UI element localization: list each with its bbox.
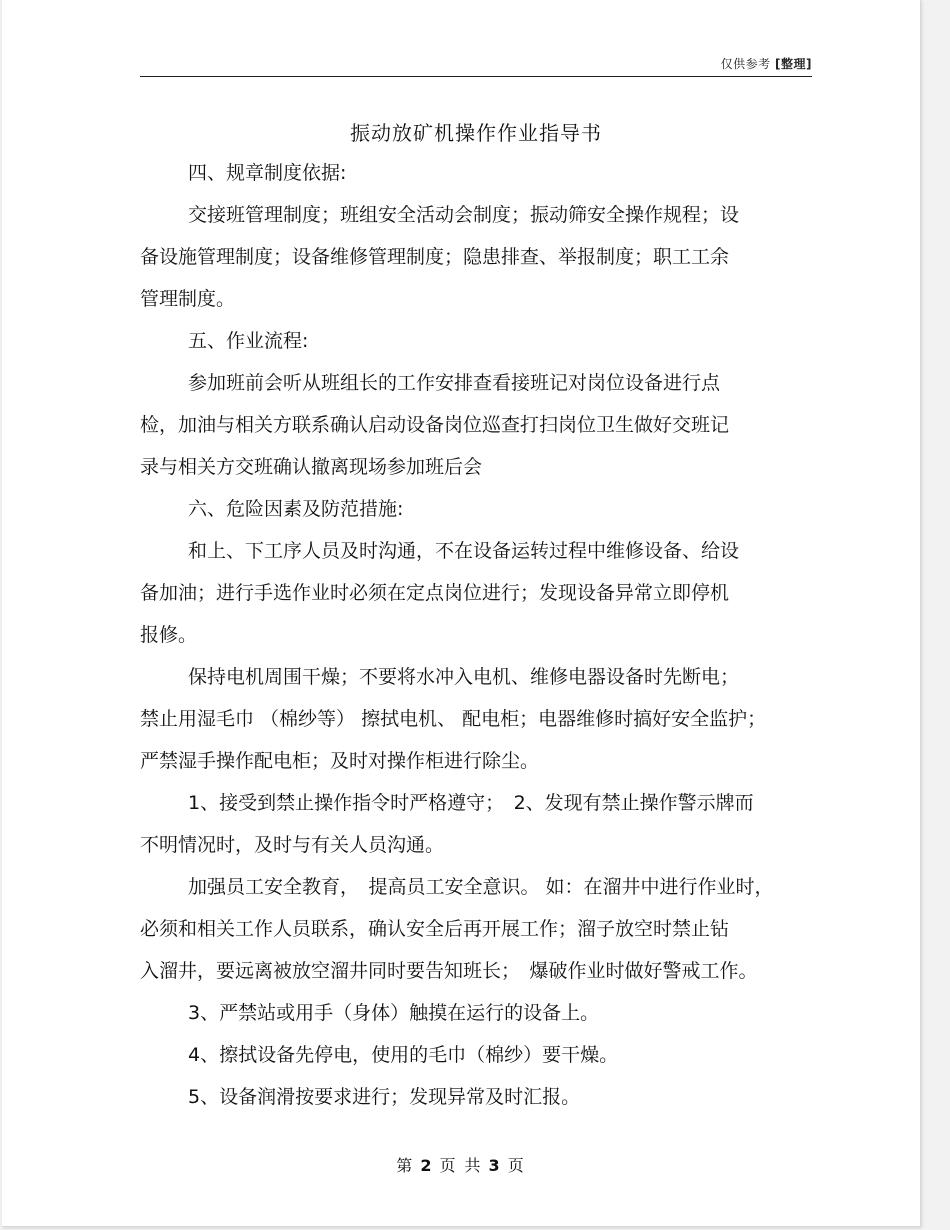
paragraph-line: 参加班前会听从班组长的工作安排查看接班记对岗位设备进行点 [188, 372, 721, 394]
document-body [140, 152, 812, 1118]
paragraph [140, 782, 812, 866]
paragraph [140, 992, 812, 1034]
paragraph [140, 488, 812, 530]
paragraph [140, 866, 812, 992]
paragraph-line: 必须和相关工作人员联系，确认安全后再开展工作；溜子放空时禁止钻 [140, 918, 730, 940]
paragraph-line: 四、规章制度依据: [188, 162, 347, 184]
paragraph [140, 320, 812, 362]
paragraph-line: 1、接受到禁止操作指令时严格遵守； 2、发现有禁止操作警示牌而 [188, 792, 754, 814]
paragraph-line: 入溜井，要远离被放空溜井同时要告知班长； 爆破作业时做好警戒工作。 [140, 960, 758, 982]
paragraph-line: 六、危险因素及防范措施: [188, 498, 404, 520]
footer-page-number: 2 [420, 1156, 434, 1175]
paragraph-line: 禁止用湿毛巾 （棉纱等） 擦拭电机、 配电柜；电器维修时搞好安全监护； [140, 708, 767, 730]
footer-mid: 页 共 [439, 1156, 483, 1175]
header-label [721, 55, 812, 72]
paragraph-line: 保持电机周围干燥；不要将水冲入电机、维修电器设备时先断电； [188, 666, 740, 688]
paragraph-line: 检，加油与相关方联系确认启动设备岗位巡查打扫岗位卫生做好交班记 [140, 414, 730, 436]
paragraph-line: 3、严禁站或用手（身体）触摸在运行的设备上。 [188, 1002, 600, 1024]
footer-prefix: 第 [396, 1156, 415, 1175]
page-footer [2, 1153, 920, 1176]
paragraph-line: 备加油；进行手选作业时必须在定点岗位进行；发现设备异常立即停机 [140, 582, 730, 604]
footer-total-pages: 3 [488, 1156, 502, 1175]
paragraph [140, 152, 812, 194]
paragraph-line: 严禁湿手操作配电柜；及时对操作柜进行除尘。 [140, 750, 540, 772]
paragraph [140, 1034, 812, 1076]
paragraph [140, 362, 812, 488]
document-page [2, 0, 921, 1227]
document-title: 振动放矿机操作作业指导书 [350, 121, 602, 145]
paragraph [140, 530, 812, 656]
paragraph [140, 1076, 812, 1118]
paragraph-line: 和上、下工序人员及时沟通，不在设备运转过程中维修设备、给设 [188, 540, 740, 562]
paragraph-line: 五、作业流程: [188, 330, 309, 352]
paragraph-line: 4、擦拭设备先停电，使用的毛巾（棉纱）要干燥。 [188, 1044, 619, 1066]
paragraph-line: 报修。 [140, 624, 198, 646]
paragraph-line: 管理制度。 [140, 288, 236, 310]
paragraph-line: 不明情况时，及时与有关人员沟通。 [140, 834, 445, 856]
paragraph-line: 备设施管理制度；设备维修管理制度；隐患排查、举报制度；职工工余 [140, 246, 730, 268]
footer-suffix: 页 [507, 1156, 526, 1175]
header-label-text: 仅供参考 [720, 57, 771, 71]
paragraph-line: 加强员工安全教育， 提高员工安全意识。 如：在溜井中进行作业时， [188, 876, 774, 898]
header-divider [140, 76, 812, 77]
paragraph [140, 656, 812, 782]
paragraph-line: 交接班管理制度；班组安全活动会制度；振动筛安全操作规程；设 [188, 204, 740, 226]
header-tag: [整理] [775, 57, 812, 71]
paragraph-line: 5、设备润滑按要求进行；发现异常及时汇报。 [188, 1086, 581, 1108]
paragraph-line: 录与相关方交班确认撤离现场参加班后会 [140, 456, 483, 478]
paragraph [140, 194, 812, 320]
